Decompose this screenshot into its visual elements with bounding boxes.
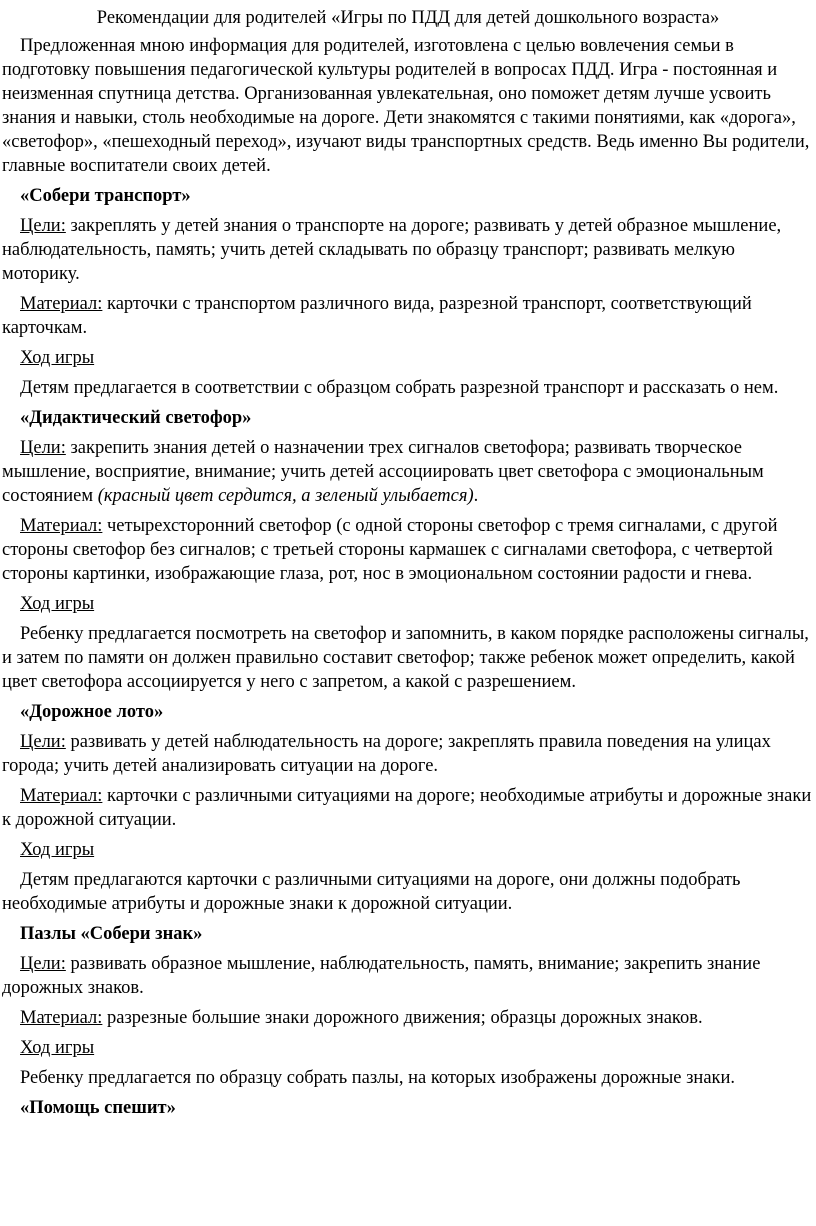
procedure-label: Ход игры [20,348,95,368]
game-2-heading: «Дидактический светофор» [20,408,252,428]
game-3-procedure-text: Детям предлагаются карточки с различными ситуациями на дороге, они должны подобрать необходимые атрибуты и дорожные знаки к дорожной ситуации. [2,870,741,914]
game-1-material [2,292,814,340]
goals-label: Цели: [20,954,66,974]
material-label: Материал: [20,1008,103,1028]
game-1-procedure-text: Детям предлагается в соответствии с образцом собрать разрезной транспорт и рассказать о нем. [20,378,779,398]
game-1-procedure-label [2,346,814,370]
game-3-material-text: карточки с различными ситуациями на дороге; необходимые атрибуты и дорожные знаки к дорожной ситуации. [2,786,812,830]
game-3-goals [2,730,814,778]
game-4-material-text: разрезные большие знаки дорожного движения; образцы дорожных знаков. [107,1008,703,1028]
intro-paragraph: Предложенная мною информация для родителей, изготовлена с целью вовлечения семьи в подготовку повышения педагогической культуры родителей в вопросах ПДД. Игра - постоянная и неизменная спутница детства. Организованная увлекательная, оно поможет детям лучше усвоить знания и навыки, столь необходимые на дороге. Дети знакомятся с такими понятиями, как «дорога», «светофор», «пешеходный переход», изучают виды транспортных средств. Ведь именно Вы родители, главные воспитатели своих детей. [2,36,810,176]
game-5-heading: «Помощь спешит» [20,1098,176,1118]
game-4-procedure-text: Ребенку предлагается по образцу собрать пазлы, на которых изображены дорожные знаки. [20,1068,736,1088]
procedure-label: Ход игры [20,840,95,860]
game-1-goals-text: закреплять у детей знания о транспорте на дороге; развивать у детей образное мышление, наблюдательность, память; учить детей складывать по образцу транспорт; развивать мелкую моторику. [2,216,782,284]
game-3-goals-text: развивать у детей наблюдательность на дороге; закреплять правила поведения на улицах города; учить детей анализировать ситуации на дороге. [2,732,771,776]
procedure-label: Ход игры [20,594,95,614]
game-2-goals [2,436,814,508]
game-4-procedure-label [2,1036,814,1060]
document-title: Рекомендации для родителей «Игры по ПДД для детей дошкольного возраста» [96,8,720,28]
goals-label: Цели: [20,216,66,236]
game-4-heading: Пазлы «Собери знак» [20,924,203,944]
game-4-material [2,1006,814,1030]
game-1-material-text: карточки с транспортом различного вида, разрезной транспорт, соответствующий карточкам. [2,294,752,338]
game-2-material [2,514,814,586]
material-label: Материал: [20,516,103,536]
game-3-heading: «Дорожное лото» [20,702,164,722]
game-2-material-text: четырехсторонний светофор (с одной стороны светофор с тремя сигналами, с другой стороны светофор без сигналов; с третьей стороны кармашек с сигналами светофора, с четвертой стороны картинки, изображающие глаза, рот, нос в эмоциональном состоянии радости и гнева. [2,516,778,584]
game-4-goals [2,952,814,1000]
game-2-goals-end: . [473,486,479,506]
game-2-goals-text: закрепить знания детей о назначении трех сигналов светофора; развивать творческое мышление, восприятие, внимание; учить детей ассоциировать цвет светофора с эмоциональным состоянием [2,438,764,506]
game-4-goals-text: развивать образное мышление, наблюдательность, память, внимание; закрепить знание дорожных знаков. [2,954,761,998]
game-3-procedure-label [2,838,814,862]
game-2-procedure-label [2,592,814,616]
game-1-goals [2,214,814,286]
material-label: Материал: [20,294,103,314]
game-2-procedure-text: Ребенку предлагается посмотреть на светофор и запомнить, в каком порядке расположены сигналы, и затем по памяти он должен правильно составит светофор; также ребенок может определить, какой цвет светофора ассоциируется у него с запретом, а какой с разрешением. [2,624,809,692]
material-label: Материал: [20,786,103,806]
procedure-label: Ход игры [20,1038,95,1058]
game-3-material [2,784,814,832]
goals-label: Цели: [20,438,66,458]
game-1-heading: «Собери транспорт» [20,186,191,206]
game-2-goals-italic: (красный цвет сердится, а зеленый улыбается) [97,486,474,506]
goals-label: Цели: [20,732,66,752]
